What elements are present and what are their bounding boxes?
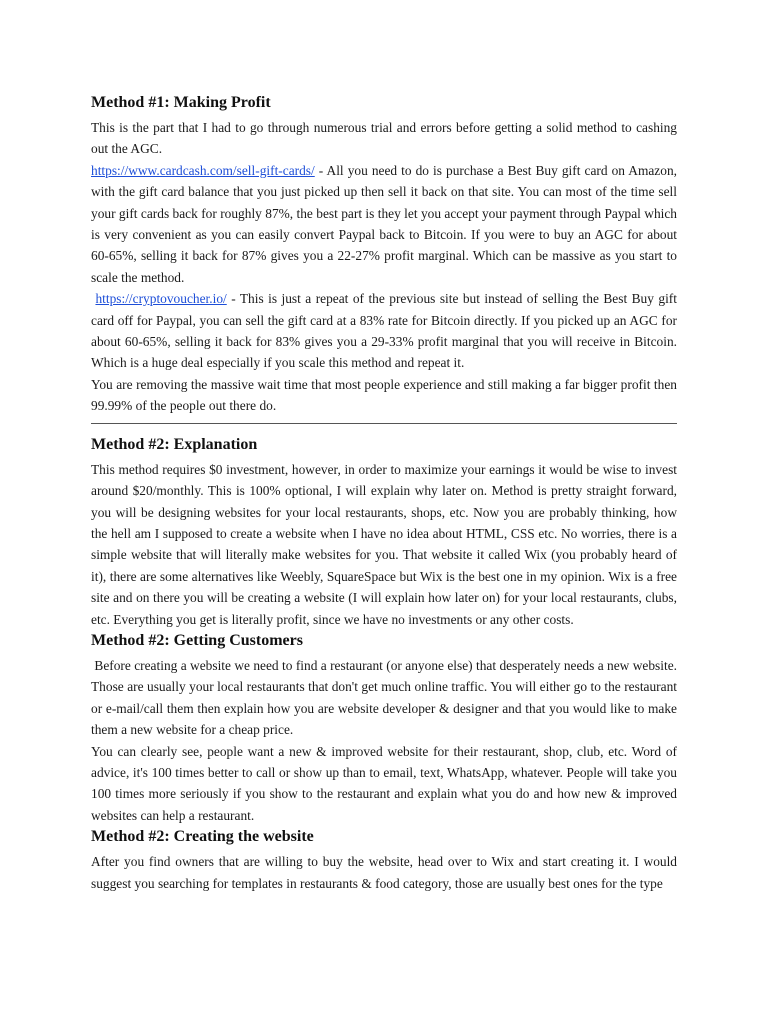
method1-closing: You are removing the massive wait time that most people experience and still making a far bigger profit then 99.99% of the people out there do. bbox=[91, 376, 677, 414]
method1-heading: Method #1: Making Profit bbox=[91, 94, 271, 111]
method2-customers-p2: You can clearly see, people want a new & improved website for their restaurant, shop, club, etc. Word of advice, it's 100 times better to call or show up than to email, text, WhatsApp, whatever. People will take you 100 times more seriously if you show to the restaurant and explain what you do and how new & improved websites can help a restaurant. bbox=[91, 743, 677, 823]
method1-cardcash-paragraph bbox=[91, 160, 677, 288]
section-method1 bbox=[91, 92, 677, 417]
method2-customers-heading: Method #2: Getting Customers bbox=[91, 631, 303, 649]
method2-customers-p1 bbox=[91, 655, 677, 741]
cardcash-link[interactable]: https://www.cardcash.com/sell-gift-cards/ bbox=[91, 162, 315, 178]
horizontal-divider bbox=[91, 423, 677, 424]
section-method2-explanation bbox=[91, 434, 677, 630]
method2-customers-p1-text: Before creating a website we need to find a restaurant (or anyone else) that desperately needs a new website. Those are usually your local restaurants that don't get much online traffic. You will either go to the restaurant or e-mail/call them then explain how you are website developer & designer and that you would like to make them a new website for a cheap price. bbox=[91, 657, 677, 738]
cryptovoucher-link[interactable]: https://cryptovoucher.io/ bbox=[95, 291, 227, 307]
cardcash-description: - All you need to do is purchase a Best Buy gift card on Amazon, with the gift card balance that you just picked up then sell it back on that site. You can most of the time sell your gift cards back for roughly 87%, the best part is they let you accept your payment through Paypal which is very convenient as you can easily convert Paypal back to Bitcoin. If you were to buy an AGC for about 60-65%, selling it back for 87% gives you a 22-27% profit marginal. Which can be massive as you start to scale the method. bbox=[91, 162, 677, 285]
cryptovoucher-description: - This is just a repeat of the previous site but instead of selling the Best Buy gift card off for Paypal, you can sell the gift card at a 83% rate for Bitcoin directly. If you picked up an AGC for about 60-65%, selling it back for 83% gives you a 29-33% profit marginal that you will receive in Bitcoin. Which is a huge deal especially if you scale this method and repeat it. bbox=[91, 291, 677, 371]
section-method2-creating bbox=[91, 826, 677, 894]
method2-creating-text: After you find owners that are willing to buy the website, head over to Wix and start creating it. I would suggest you searching for templates in restaurants & food category, those are usually best ones for the type bbox=[91, 854, 677, 891]
document-page bbox=[91, 92, 677, 894]
method2-explanation-text: This method requires $0 investment, however, in order to maximize your earnings it would be wise to invest around $20/monthly. This is 100% optional, I will explain why later on. Method is pretty straight forward, you will be designing websites for your local restaurants, shops, etc. Now you are probably thinking, how the hell am I supposed to create a website when I have no idea about HTML, CSS etc. No worries, there is a simple website that will literally make websites for you. That website it called Wix (you probably heard of it), there are some alternatives like Weebly, SquareSpace but Wix is the best one in my opinion. Wix is a free site and on there you will be creating a website (I will explain how later on) for your local restaurants, clubs, etc. Everything you get is literally profit, since we have no investments or any other costs. bbox=[91, 461, 677, 627]
method2-explanation-heading: Method #2: Explanation bbox=[91, 435, 258, 453]
method1-intro: This is the part that I had to go through numerous trial and errors before getting a solid method to cashing out the AGC. bbox=[91, 120, 677, 157]
section-method2-customers bbox=[91, 630, 677, 826]
method1-cryptovoucher-paragraph bbox=[91, 288, 677, 374]
method2-creating-heading: Method #2: Creating the website bbox=[91, 828, 314, 846]
